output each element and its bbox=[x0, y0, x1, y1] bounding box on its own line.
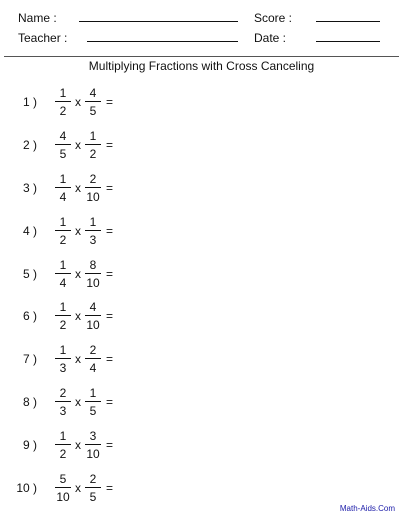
first-fraction bbox=[55, 300, 71, 332]
numerator: 2 bbox=[59, 386, 67, 400]
problem-row bbox=[0, 300, 200, 334]
fraction-bar bbox=[55, 401, 71, 402]
numerator: 1 bbox=[59, 215, 67, 229]
fraction-bar bbox=[55, 444, 71, 445]
numerator: 3 bbox=[89, 429, 97, 443]
denominator: 10 bbox=[86, 447, 100, 461]
multiply-sign: x bbox=[75, 481, 81, 495]
denominator: 10 bbox=[86, 318, 100, 332]
fraction-bar bbox=[85, 487, 101, 488]
problem-row bbox=[0, 429, 200, 463]
name-line[interactable] bbox=[79, 21, 238, 22]
denominator: 3 bbox=[89, 233, 97, 247]
second-fraction bbox=[85, 258, 101, 290]
denominator: 4 bbox=[59, 276, 67, 290]
problem-number: 2 ) bbox=[22, 138, 37, 152]
equals-sign: = bbox=[106, 95, 114, 109]
problem-row bbox=[0, 386, 200, 420]
equals-sign: = bbox=[106, 481, 114, 495]
problem-row bbox=[0, 343, 200, 377]
problem-row bbox=[0, 258, 200, 292]
multiply-sign: x bbox=[75, 95, 81, 109]
multiply-sign: x bbox=[75, 395, 81, 409]
denominator: 2 bbox=[59, 104, 67, 118]
equals-sign: = bbox=[106, 352, 114, 366]
numerator: 2 bbox=[89, 172, 97, 186]
denominator: 2 bbox=[59, 447, 67, 461]
fraction-bar bbox=[85, 187, 101, 188]
multiply-sign: x bbox=[75, 352, 81, 366]
equals-sign: = bbox=[106, 267, 114, 281]
first-fraction bbox=[55, 472, 71, 504]
second-fraction bbox=[85, 172, 101, 204]
fraction-bar bbox=[85, 401, 101, 402]
numerator: 5 bbox=[59, 472, 67, 486]
problem-number: 3 ) bbox=[22, 181, 37, 195]
multiply-sign: x bbox=[75, 309, 81, 323]
numerator: 1 bbox=[59, 343, 67, 357]
score-line[interactable] bbox=[316, 21, 380, 22]
fraction-bar bbox=[85, 315, 101, 316]
numerator: 1 bbox=[59, 258, 67, 272]
numerator: 1 bbox=[89, 386, 97, 400]
date-line[interactable] bbox=[316, 41, 380, 42]
numerator: 2 bbox=[89, 472, 97, 486]
denominator: 4 bbox=[59, 190, 67, 204]
teacher-line[interactable] bbox=[87, 41, 238, 42]
first-fraction bbox=[55, 172, 71, 204]
numerator: 2 bbox=[89, 343, 97, 357]
numerator: 4 bbox=[59, 129, 67, 143]
fraction-bar bbox=[55, 187, 71, 188]
first-fraction bbox=[55, 429, 71, 461]
denominator: 5 bbox=[89, 104, 97, 118]
denominator: 5 bbox=[89, 490, 97, 504]
numerator: 1 bbox=[59, 300, 67, 314]
equals-sign: = bbox=[106, 395, 114, 409]
problem-row bbox=[0, 215, 200, 249]
fraction-bar bbox=[85, 230, 101, 231]
fraction-bar bbox=[55, 487, 71, 488]
multiply-sign: x bbox=[75, 267, 81, 281]
fraction-bar bbox=[55, 144, 71, 145]
multiply-sign: x bbox=[75, 138, 81, 152]
multiply-sign: x bbox=[75, 181, 81, 195]
problem-number: 8 ) bbox=[22, 395, 37, 409]
problem-number: 9 ) bbox=[22, 438, 37, 452]
equals-sign: = bbox=[106, 138, 114, 152]
second-fraction bbox=[85, 386, 101, 418]
equals-sign: = bbox=[106, 438, 114, 452]
worksheet-title: Multiplying Fractions with Cross Canceling bbox=[88, 59, 315, 73]
problem-number: 6 ) bbox=[22, 309, 37, 323]
header-divider bbox=[4, 56, 399, 57]
teacher-label: Teacher : bbox=[18, 31, 68, 45]
second-fraction bbox=[85, 300, 101, 332]
fraction-bar bbox=[55, 358, 71, 359]
problem-number: 5 ) bbox=[22, 267, 37, 281]
first-fraction bbox=[55, 258, 71, 290]
fraction-bar bbox=[55, 315, 71, 316]
second-fraction bbox=[85, 86, 101, 118]
numerator: 1 bbox=[59, 86, 67, 100]
denominator: 10 bbox=[86, 276, 100, 290]
denominator: 5 bbox=[59, 147, 67, 161]
problem-row bbox=[0, 172, 200, 206]
fraction-bar bbox=[55, 101, 71, 102]
footer-credit: Math-Aids.Com bbox=[339, 504, 395, 513]
fraction-bar bbox=[85, 144, 101, 145]
numerator: 4 bbox=[89, 86, 97, 100]
numerator: 8 bbox=[89, 258, 97, 272]
problem-number: 4 ) bbox=[22, 224, 37, 238]
equals-sign: = bbox=[106, 181, 114, 195]
name-label: Name : bbox=[18, 11, 57, 25]
numerator: 4 bbox=[89, 300, 97, 314]
first-fraction bbox=[55, 86, 71, 118]
problem-number: 10 ) bbox=[16, 481, 37, 495]
first-fraction bbox=[55, 386, 71, 418]
problem-number: 7 ) bbox=[22, 352, 37, 366]
date-label: Date : bbox=[254, 31, 287, 45]
denominator: 2 bbox=[89, 147, 97, 161]
denominator: 10 bbox=[86, 190, 100, 204]
equals-sign: = bbox=[106, 309, 114, 323]
problem-row bbox=[0, 86, 200, 120]
fraction-bar bbox=[85, 444, 101, 445]
first-fraction bbox=[55, 215, 71, 247]
denominator: 2 bbox=[59, 318, 67, 332]
first-fraction bbox=[55, 129, 71, 161]
second-fraction bbox=[85, 215, 101, 247]
first-fraction bbox=[55, 343, 71, 375]
fraction-bar bbox=[85, 273, 101, 274]
second-fraction bbox=[85, 429, 101, 461]
second-fraction bbox=[85, 343, 101, 375]
denominator: 3 bbox=[59, 361, 67, 375]
numerator: 1 bbox=[89, 215, 97, 229]
fraction-bar bbox=[55, 273, 71, 274]
second-fraction bbox=[85, 129, 101, 161]
equals-sign: = bbox=[106, 224, 114, 238]
fraction-bar bbox=[85, 358, 101, 359]
multiply-sign: x bbox=[75, 438, 81, 452]
multiply-sign: x bbox=[75, 224, 81, 238]
second-fraction bbox=[85, 472, 101, 504]
denominator: 4 bbox=[89, 361, 97, 375]
problem-row bbox=[0, 129, 200, 163]
denominator: 10 bbox=[56, 490, 70, 504]
fraction-bar bbox=[85, 101, 101, 102]
numerator: 1 bbox=[59, 429, 67, 443]
denominator: 3 bbox=[59, 404, 67, 418]
problem-number: 1 ) bbox=[22, 95, 37, 109]
numerator: 1 bbox=[59, 172, 67, 186]
fraction-bar bbox=[55, 230, 71, 231]
numerator: 1 bbox=[89, 129, 97, 143]
score-label: Score : bbox=[254, 11, 293, 25]
denominator: 5 bbox=[89, 404, 97, 418]
problem-row bbox=[0, 472, 200, 506]
denominator: 2 bbox=[59, 233, 67, 247]
